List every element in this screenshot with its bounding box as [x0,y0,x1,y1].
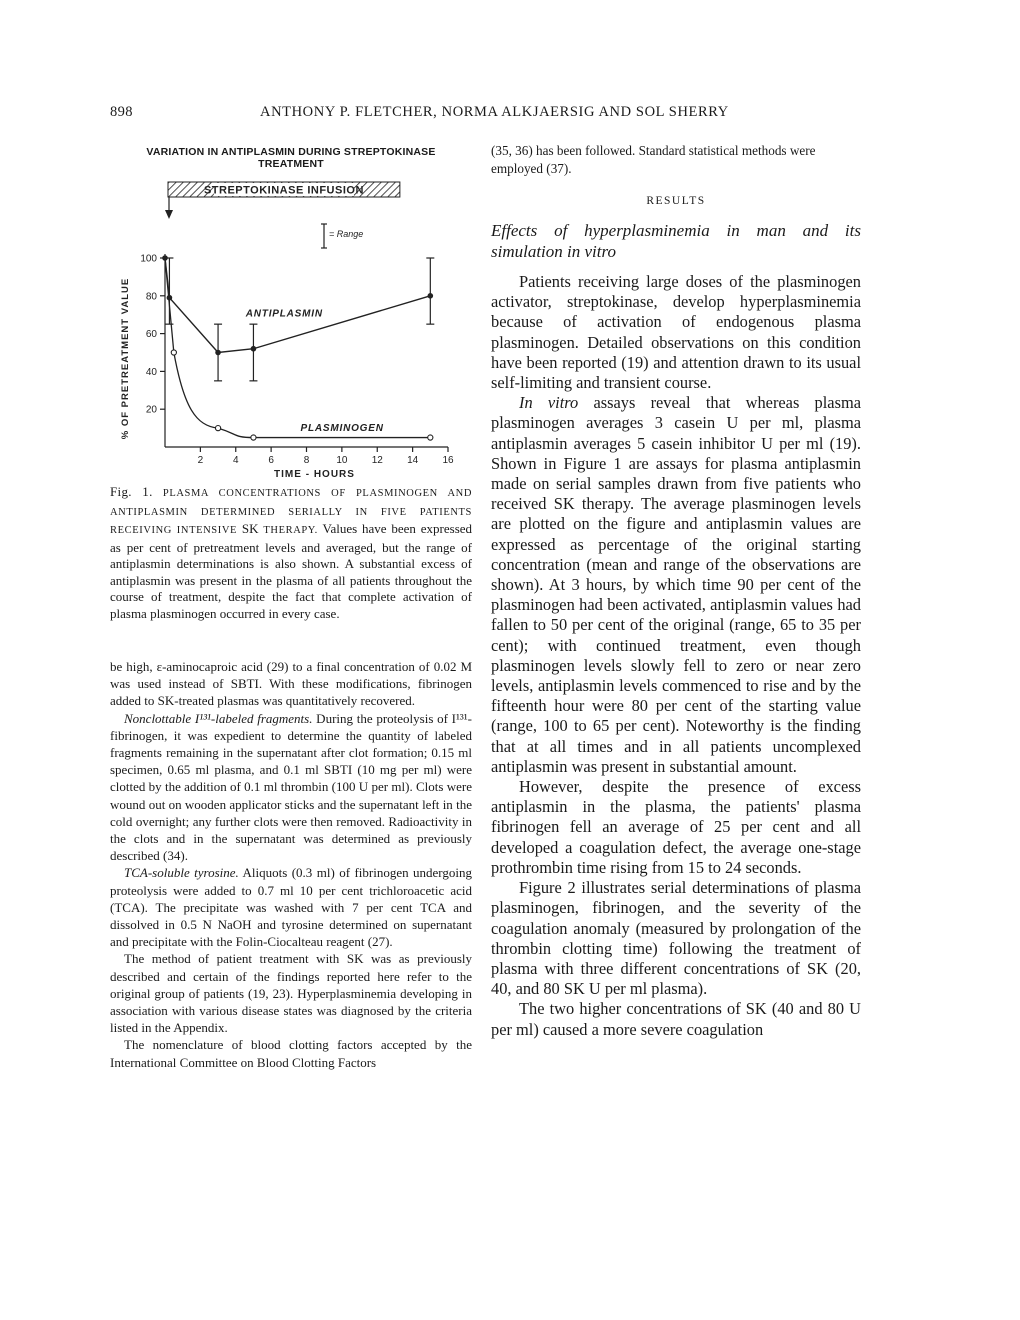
page-number: 898 [110,104,133,120]
plasminogen-point [171,350,176,355]
left-paragraph-5: The nomenclature of blood clotting factors accepted by the International Committee on Blood Clotting Factors [110,1037,472,1070]
infusion-bar-group [165,182,400,219]
y-ticks [140,254,165,416]
right-paragraph-2-italic: In vitro [519,393,579,413]
plasminogen-series-label: PLASMINOGEN [300,423,384,435]
antiplasmin-point [251,346,257,352]
x-tick-label: 10 [336,455,348,466]
right-column-body [491,272,861,1040]
x-tick-label: 6 [268,455,274,466]
plasminogen-point [251,435,256,440]
plasminogen-line [165,258,430,438]
left-paragraph-2-body: During the proteolysis of I¹³¹-fibrinogen, it was expedient to determine the quantity of labeled fragments remaining in the supernatant after clot formation; 0.15 ml specimen, 0.65 ml plasma, and 0.1 ml SBTI (10 mg per ml) were clotted by the addition of 0.1 ml thrombin (100 U per ml). Clots were wound out on wooden applicator sticks and the supernatant left in the cold overnight; any further clots were then removed. Radioactivity in the clots and in the supernatant was determined as previously described (34). [110,710,472,864]
y-tick-label: 80 [145,291,157,303]
figure-title-line1: VARIATION IN ANTIPLASMIN DURING STREPTOKINASE [146,146,436,158]
right-paragraph-2-body: assays reveal that whereas plasma plasminogen averages 3 casein U per ml, plasma antiplasmin averages 5 casein inhibitor U per ml (19). Shown in Figure 1 are assays for plasma antiplasmin made on serial samples drawn from five patients who received SK therapy. The average plasminogen levels are plotted on the figure and antiplasmin values are expressed as percentage of the original starting concentration (mean and range of the observations are shown). At 3 hours, by which time 90 per cent of the plasminogen had been activated, antiplasmin values had fallen to 50 per cent of the original (range, 65 to 35 per cent); with continued treatment, even though plasminogen levels slowly fell to zero or near zero levels, antiplasmin levels commenced to rise and by the fifteenth hour were 80 per cent of the starting value (range, 100 to 65 per cent). Noteworthy is the finding that at all times and in all patients uncomplexed antiplasmin was present in substantial amount. [491,393,861,776]
antiplasmin-series-label: ANTIPLASMIN [245,308,323,320]
y-axis-label: % OF PRETREATMENT VALUE [120,277,131,440]
figure-title-line2: TREATMENT [258,158,324,170]
x-ticks [198,447,454,466]
x-tick-label: 4 [232,455,239,466]
left-paragraph-2 [110,710,472,865]
x-tick-label: 8 [303,455,310,466]
figure-caption [110,484,472,622]
left-paragraph-3 [110,864,472,950]
left-paragraph-3-heading: TCA-soluble tyrosine. [124,865,239,881]
right-column-top-text: (35, 36) has been followed. Standard statistical methods were employed (37). [491,143,816,176]
antiplasmin-point [215,350,221,356]
caption-title-sk: SK [241,521,259,536]
antiplasmin-point [428,293,434,299]
antiplasmin-point [167,295,173,301]
chart-axes [165,254,448,447]
range-legend-label: = Range [329,229,364,239]
section-subheading: Effects of hyperplasminemia in man and its simulation in vitro [491,221,861,261]
y-tick-label: 60 [145,329,157,341]
y-tick-label: 40 [145,366,157,378]
x-tick-label: 2 [197,455,204,466]
right-paragraph-1: Patients receiving large doses of the plasminogen activator, streptokinase, develop hyperplasminemia because of activation of endogenous plasma plasminogen. Detailed observations on this condition have been reported (19) and attention drawn to its usual self-limiting and transient course. [491,272,861,393]
plasminogen-point [215,426,220,431]
caption-title-end: THERAPY. [263,525,318,536]
left-paragraph-2-heading: Nonclottable I¹³¹-labeled fragments. [124,710,313,726]
antiplasmin-line [165,258,430,353]
results-heading: RESULTS [646,195,706,207]
left-column-body [110,658,472,1071]
y-tick-label: 20 [145,404,157,416]
range-legend [321,224,363,248]
x-tick-label: 12 [371,455,383,466]
caption-title: PLASMA CONCENTRATIONS OF PLASMINOGEN AND ANTIPLASMIN DETERMINED SERIALLY IN FIVE PATIENTS RECEIVING INTENSIVE [110,488,472,536]
y-tick-label: 100 [140,253,157,265]
left-paragraph-4: The method of patient treatment with SK was as previously described and certain of the findings reported here refer to the original group of patients (19, 23). Hyperplasminemia developing in association with various disease states was diagnosed by the criteria listed in the Appendix. [110,951,472,1036]
x-tick-label: 14 [407,455,419,466]
right-paragraph-3: However, despite the presence of excess antiplasmin in the plasma, the patients' plasma fibrinogen fell an average of 25 per cent and all developed a coagulation defect, the average one-stage prothrombin time rising from 15 to 24 seconds. [491,777,861,877]
left-paragraph-3-body: Aliquots (0.3 ml) of fibrinogen undergoing proteolysis were added to 0.7 ml 10 per cent trichloroacetic acid (TCA). The precipitate was washed with 7 per cent TCA and dissolved in 0.5 N NaOH and tyrosine determined on supernatant and precipitate with the Folin-Ciocalteau reagent (27). [110,865,473,950]
right-paragraph-2 [491,393,861,777]
running-header [110,104,870,128]
antiplasmin-chart [110,170,490,480]
plasminogen-point [428,435,433,440]
figure-label: Fig. 1. [110,484,153,499]
series-layer [162,255,434,440]
right-paragraph-5: The two higher concentrations of SK (40 and 80 U per ml) caused a more severe coagulation [491,999,861,1039]
caption-body: Values have been expressed as per cent of pretreatment levels and averaged, but the range of antiplasmin determinations is also shown. A substantial excess of antiplasmin was present in the plasma of all patients throughout the course of treatment, despite the fact that complete activation of plasma plasminogen occurred in every case. [110,521,473,621]
infusion-start-arrow-head [165,210,173,219]
x-axis-label: TIME - HOURS [274,469,355,480]
left-paragraph-1: be high, ε-aminocaproic acid (29) to a final concentration of 0.02 M was used instead of SBTI. With these modifications, fibrinogen added to SK-treated plasmas was quantitatively recovered. [110,659,472,709]
infusion-label: STREPTOKINASE INFUSION [203,184,364,197]
figure-title [110,146,472,170]
author-line: ANTHONY P. FLETCHER, NORMA ALKJAERSIG AND SOL SHERRY [260,104,729,120]
x-tick-label: 16 [442,455,454,466]
right-paragraph-4: Figure 2 illustrates serial determinations of plasma plasminogen, fibrinogen, and the severity of the coagulation anomaly (measured by prolongation of the thrombin clotting time) following the treatment of plasma with three different concentrations of SK (20, 40, and 80 SK U per ml plasma). [491,878,861,999]
